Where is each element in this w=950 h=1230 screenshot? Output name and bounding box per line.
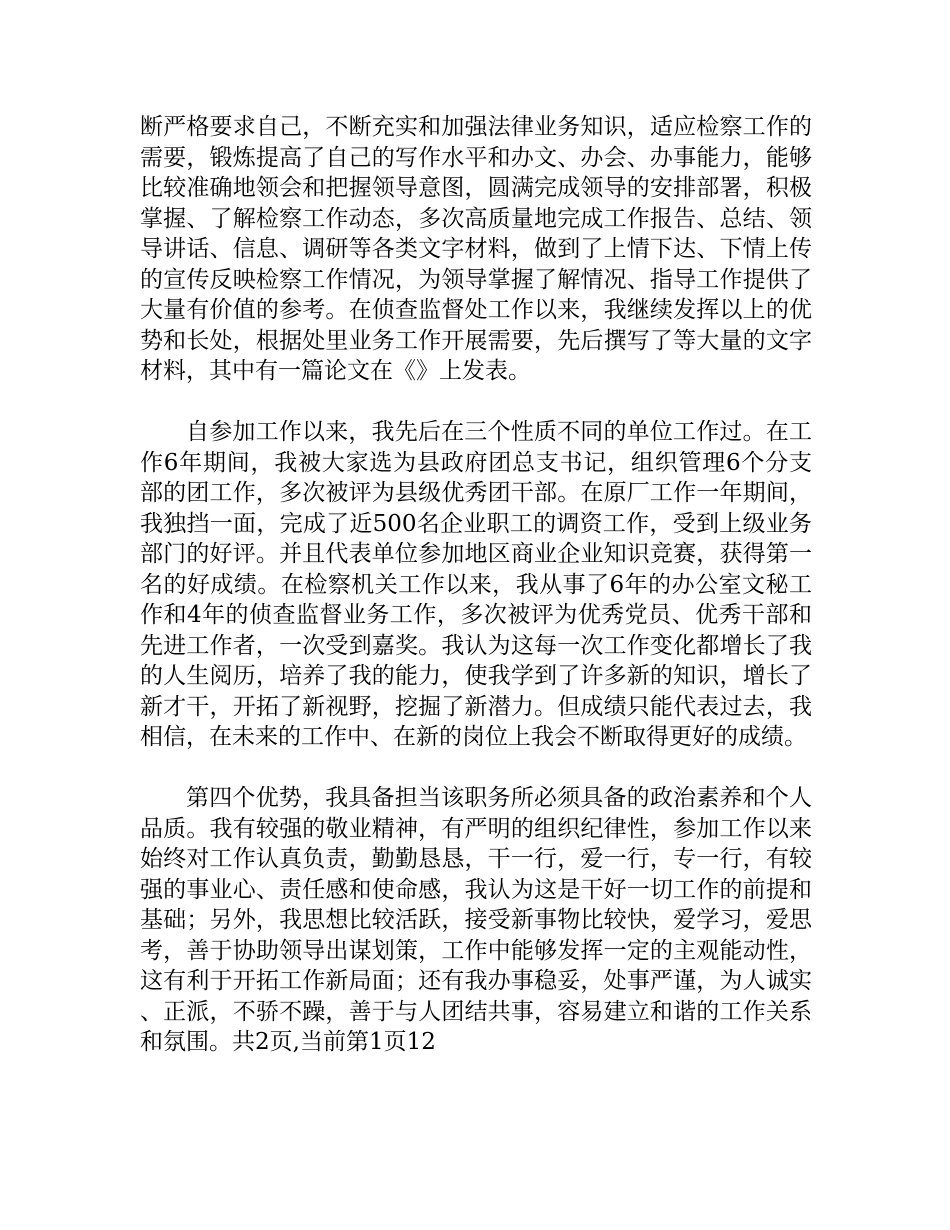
- paragraph-fourth-advantage: 第四个优势，我具备担当该职务所必须具备的政治素养和个人品质。我有较强的敬业精神，有严明的组织纪律性，参加工作以来始终对工作认真负责，勤勤恳恳，干一行，爱一行，专一行，有较强的事业心、责任感和使命感，我认为这是干好一切工作的前提和基础；另外，我思想比较活跃，接受新事物比较快，爱学习，爱思考，善于协助领导出谋划策，工作中能够发挥一定的主观能动性，这有利于开拓工作新局面；还有我办事稳妥，处事严谨，为人诚实、正派，不骄不躁，善于与人团结共事，容易建立和谐的工作关系和氛围。共2页,当前第1页12: [140, 785, 812, 1055]
- document-body: [140, 112, 812, 1058]
- paragraph-continued: 断严格要求自己，不断充实和加强法律业务知识，适应检察工作的需要，锻炼提高了自己的写作水平和办文、办会、办事能力，能够比较准确地领会和把握领导意图，圆满完成领导的安排部署，积极掌握、了解检察工作动态，多次高质量地完成工作报告、总结、领导讲话、信息、调研等各类文字材料，做到了上情下达、下情上传的宣传反映检察工作情况，为领导掌握了解情况、指导工作提供了大量有价值的参考。在侦查监督处工作以来，我继续发挥以上的优势和长处，根据处里业务工作开展需要，先后撰写了等大量的文字材料，其中有一篇论文在《》上发表。: [140, 114, 812, 384]
- paragraph-work-experience: 自参加工作以来，我先后在三个性质不同的单位工作过。在工作6年期间，我被大家选为县政府团总支书记，组织管理6个分支部的团工作，多次被评为县级优秀团干部。在原厂工作一年期间，我独挡一面，完成了近500名企业职工的调资工作，受到上级业务部门的好评。并且代表单位参加地区商业企业知识竞赛，获得第一名的好成绩。在检察机关工作以来，我从事了6年的办公室文秘工作和4年的侦查监督业务工作，多次被评为优秀党员、优秀干部和先进工作者，一次受到嘉奖。我认为这每一次工作变化都增长了我的人生阅历，培养了我的能力，使我学到了许多新的知识，增长了新才干，开拓了新视野，挖掘了新潜力。但成绩只能代表过去，我相信，在未来的工作中、在新的岗位上我会不断取得更好的成绩。: [140, 419, 812, 750]
